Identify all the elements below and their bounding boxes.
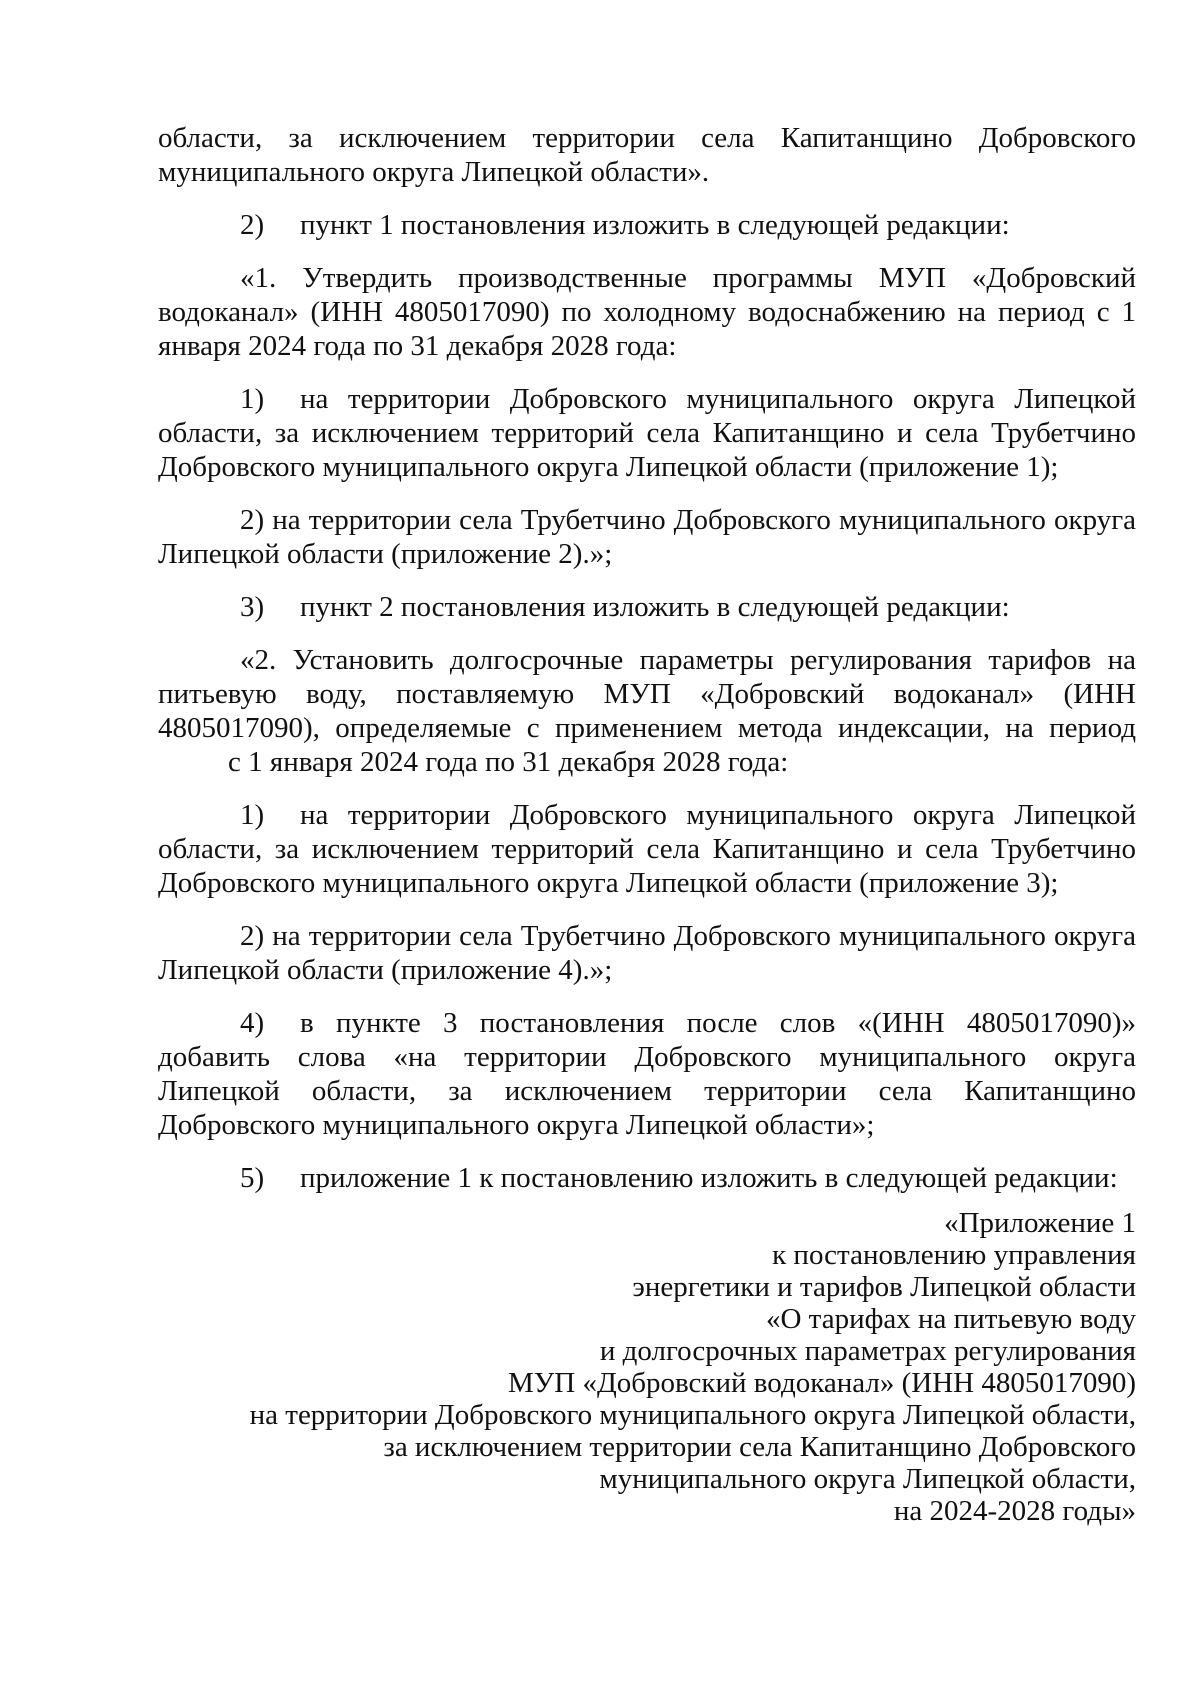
clause-2-period: с 1 января 2024 года по 31 декабря 2028 года: — [228, 746, 789, 778]
appendix-line: и долгосрочных параметрах регулирования — [599, 1335, 1136, 1367]
appendix-header — [158, 1207, 1136, 1527]
item-text: приложение 1 к постановлению изложить в следующей редакции: — [300, 1162, 1118, 1194]
item-number: 2) — [240, 209, 265, 241]
item-text: на территории Добровского муниципального округа Липецкой области, за исключением территорий села Капитанщино и села Трубетчино Добровского муниципального округа Липецкой области (приложение 3); — [158, 799, 1136, 899]
appendix-line: на 2024-2028 годы» — [893, 1495, 1136, 1527]
appendix-line: муниципального округа Липецкой области, — [599, 1463, 1136, 1495]
item-text: на территории Добровского муниципального округа Липецкой области, за исключением территорий села Капитанщино и села Трубетчино Добровского муниципального округа Липецкой области (приложение 1); — [158, 383, 1136, 483]
paragraph-clause-1: «1. Утвердить производственные программы МУП «Добровский водоканал» (ИНН 4805017090) по холодному водоснабжению на период с 1 января 2024 года по 31 декабря 2028 года: — [158, 262, 1136, 362]
paragraph-clause-2 — [158, 643, 1136, 779]
appendix-line: «Приложение 1 — [944, 1207, 1136, 1239]
list-item-1-territory-tariffs — [158, 798, 1136, 900]
list-item-3 — [158, 590, 1136, 624]
item-number: 4) — [240, 1007, 265, 1039]
appendix-line: энергетики и тарифов Липецкой области — [632, 1271, 1136, 1303]
item-number: 1) — [240, 799, 265, 831]
item-number: 3) — [240, 591, 265, 623]
list-item-5 — [158, 1161, 1136, 1195]
list-item-2 — [158, 208, 1136, 242]
item-text: в пункте 3 постановления после слов «(ИНН 4805017090)» добавить слова «на территории Добровского муниципального округа Липецкой области, за исключением территории села Капитанщино Добровского муниципального округа Липецкой области»; — [158, 1007, 1136, 1141]
list-item-2-trubetchino-tariffs: 2) на территории села Трубетчино Добровского муниципального округа Липецкой области (приложение 4).»; — [158, 920, 1136, 986]
list-item-1-territory — [158, 382, 1136, 484]
list-item-2-trubetchino: 2) на территории села Трубетчино Добровского муниципального округа Липецкой области (приложение 2).»; — [158, 504, 1136, 570]
appendix-line: «О тарифах на питьевую воду — [765, 1303, 1136, 1335]
item-number: 1) — [240, 383, 265, 415]
appendix-line: на территории Добровского муниципального округа Липецкой области, — [249, 1399, 1136, 1431]
list-item-4 — [158, 1006, 1136, 1142]
appendix-line: за исключением территории села Капитанщино Добровского — [383, 1431, 1136, 1463]
clause-2-text: «2. Установить долгосрочные параметры регулирования тарифов на питьевую воду, поставляемую МУП «Добровский водоканал» (ИНН 4805017090), определяемые с применением метода индексации, на период — [158, 644, 1136, 744]
item-text: пункт 2 постановления изложить в следующей редакции: — [300, 591, 1010, 623]
paragraph-continuation: области, за исключением территории села Капитанщино Добровского муниципального округа Липецкой области». — [158, 122, 1136, 188]
appendix-line: к постановлению управления — [772, 1239, 1136, 1271]
document-body — [158, 121, 1136, 1527]
item-number: 5) — [240, 1162, 265, 1194]
item-text: пункт 1 постановления изложить в следующей редакции: — [300, 209, 1010, 241]
appendix-line: МУП «Добровский водоканал» (ИНН 4805017090) — [507, 1367, 1136, 1399]
